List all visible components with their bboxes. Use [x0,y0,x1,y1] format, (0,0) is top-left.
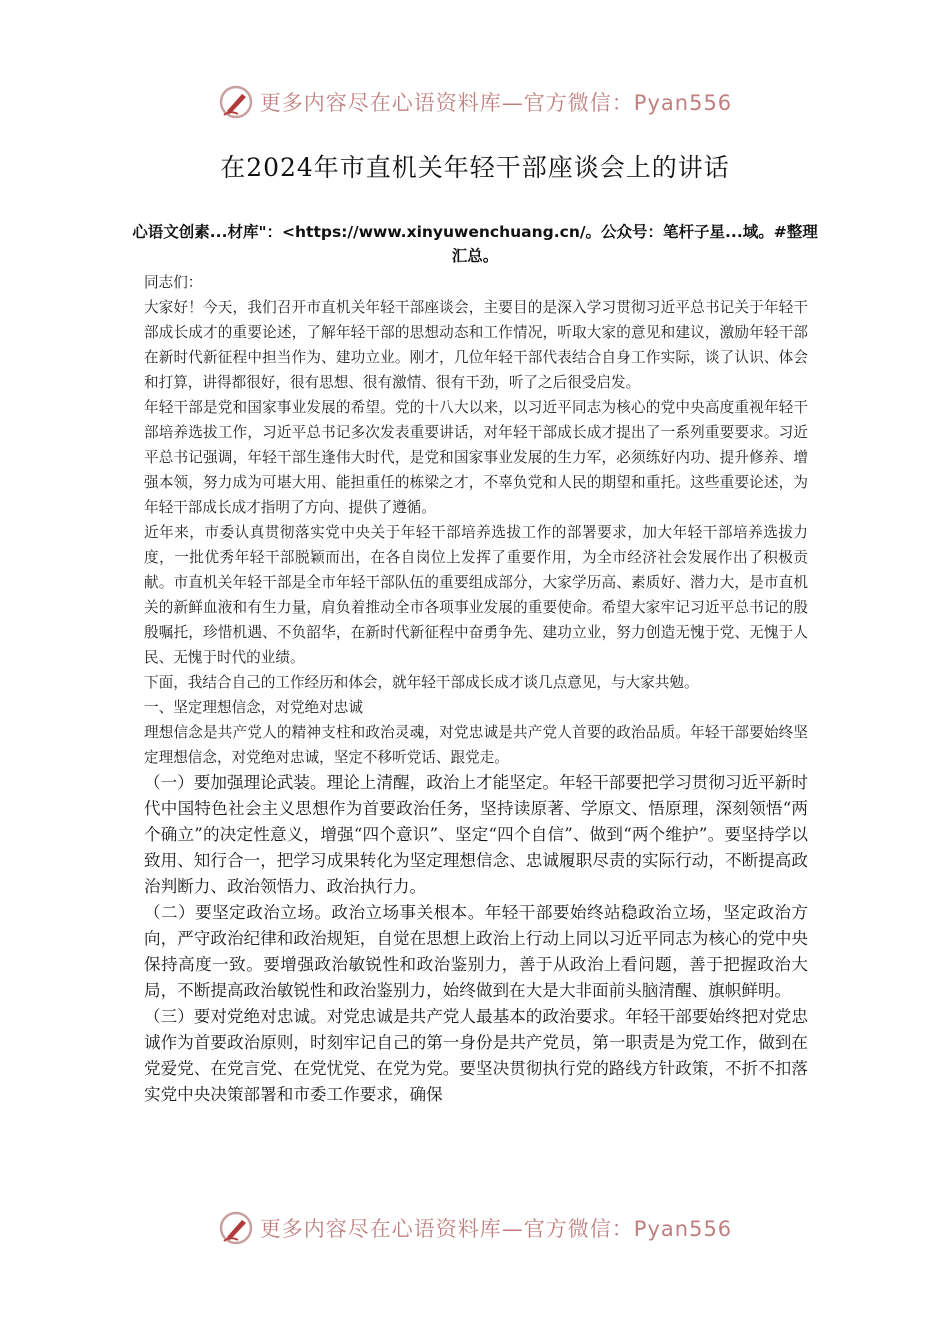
source-note: 心语文创素...材库"：<https://www.xinyuwenchuang.cn/。公众号：笔杆子星...域。#整理汇总。 [132,223,818,265]
watermark-banner-bottom [0,1206,950,1250]
paragraph: 年轻干部是党和国家事业发展的希望。党的十八大以来，以习近平同志为核心的党中央高度重视年轻干部培养选拔工作，习近平总书记多次发表重要讲话，对年轻干部成长成才提出了一系列重要要求。习近平总书记强调，年轻干部生逢伟大时代，是党和国家事业发展的生力军，必须练好内功、提升修养、增强本领，努力成为可堪大用、能担重任的栋梁之才，不辜负党和人民的期望和重托。这些重要论述，为年轻干部成长成才指明了方向、提供了遵循。 [144,399,808,516]
watermark-text: 更多内容尽在心语资料库—官方微信：Pyan556 [259,1217,733,1241]
pen-logo-icon [218,1210,254,1246]
subsection-paragraph: （二）要坚定政治立场。政治立场事关根本。年轻干部要始终站稳政治立场，坚定政治方向，严守政治纪律和政治规矩，自觉在思想上政治上行动上同以习近平同志为核心的党中央保持高度一致。要增强政治敏锐性和政治鉴别力，善于从政治上看问题，善于把握政治大局，不断提高政治敏锐性和政治鉴别力，始终做到在大是大非面前头脑清醒、旗帜鲜明。 [144,903,808,1000]
paragraph: 大家好！今天，我们召开市直机关年轻干部座谈会，主要目的是深入学习贯彻习近平总书记关于年轻干部成长成才的重要论述，了解年轻干部的思想动态和工作情况，听取大家的意见和建议，激励年轻干部在新时代新征程中担当作为、建功立业。刚才，几位年轻干部代表结合自身工作实际，谈了认识、体会和打算，讲得都很好，很有思想、很有激情、很有干劲，听了之后很受启发。 [144,299,808,391]
watermark-text: 更多内容尽在心语资料库—官方微信：Pyan556 [259,91,733,115]
paragraph: 下面，我结合自己的工作经历和体会，就年轻干部成长成才谈几点意见，与大家共勉。 [144,674,699,691]
section-heading: 一、坚定理想信念，对党绝对忠诚 [144,699,363,716]
subsection-paragraph: （一）要加强理论武装。理论上清醒，政治上才能坚定。年轻干部要把学习贯彻习近平新时代中国特色社会主义思想作为首要政治任务，坚持读原著、学原文、悟原理，深刻领悟“两个确立”的决定性意义，增强“四个意识”、坚定“四个自信”、做到“两个维护”。要坚持学以致用、知行合一，把学习成果转化为坚定理想信念、忠诚履职尽责的实际行动，不断提高政治判断力、政治领悟力、政治执行力。 [144,773,808,896]
salutation: 同志们： [144,274,203,291]
pen-logo-icon [218,84,254,120]
document-title: 在2024年市直机关年轻干部座谈会上的讲话 [220,153,730,182]
document-body [144,270,808,1108]
paragraph: 理想信念是共产党人的精神支柱和政治灵魂，对党忠诚是共产党人首要的政治品质。年轻干部要始终坚定理想信念，对党绝对忠诚，坚定不移听党话、跟党走。 [144,724,808,766]
paragraph: 近年来，市委认真贯彻落实党中央关于年轻干部培养选拔工作的部署要求，加大年轻干部培养选拔力度，一批优秀年轻干部脱颖而出，在各自岗位上发挥了重要作用，为全市经济社会发展作出了积极贡献。市直机关年轻干部是全市年轻干部队伍的重要组成部分，大家学历高、素质好、潜力大，是市直机关的新鲜血液和有生力量，肩负着推动全市各项事业发展的重要使命。希望大家牢记习近平总书记的殷殷嘱托，珍惜机遇、不负韶华，在新时代新征程中奋勇争先、建功立业，努力创造无愧于党、无愧于人民、无愧于时代的业绩。 [144,524,808,666]
subsection-paragraph: （三）要对党绝对忠诚。对党忠诚是共产党人最基本的政治要求。年轻干部要始终把对党忠诚作为首要政治原则，时刻牢记自己的第一身份是共产党员，第一职责是为党工作，做到在党爱党、在党言党、在党忧党、在党为党。要坚决贯彻执行党的路线方针政策，不折不扣落实党中央决策部署和市委工作要求，确保 [144,1007,808,1104]
watermark-banner-top [0,80,950,124]
